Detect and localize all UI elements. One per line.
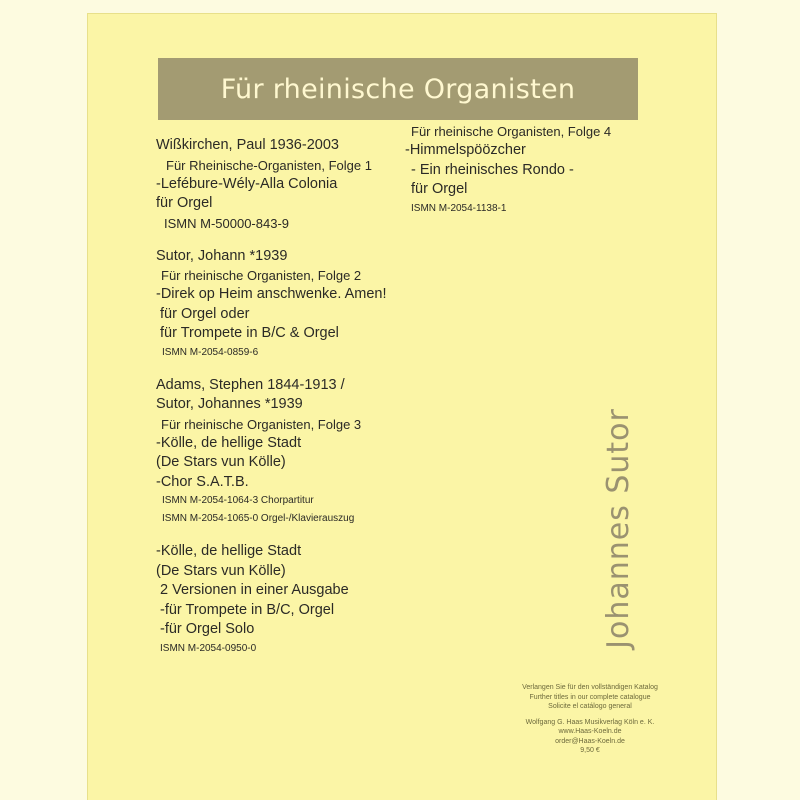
- left-column-line: Für rheinische Organisten, Folge 2: [161, 268, 362, 283]
- composer-name: Johannes Sutor: [600, 407, 636, 649]
- left-column-line: ISMN M-2054-0859-6: [162, 346, 259, 358]
- left-column-line: Wißkirchen, Paul 1936-2003: [156, 137, 339, 153]
- left-column-line: Sutor, Johannes *1939: [156, 396, 303, 412]
- left-column-line: für Trompete in B/C & Orgel: [160, 325, 339, 341]
- right-column-line: -Himmelspöözcher: [405, 142, 526, 158]
- composer-name-vertical: [588, 378, 648, 678]
- left-column-line: Für Rheinische-Organisten, Folge 1: [166, 157, 372, 173]
- left-column-line: Sutor, Johann *1939: [156, 247, 288, 264]
- left-column-line: Für rheinische Organisten, Folge 3: [161, 416, 362, 432]
- left-column-line: 2 Versionen in einer Ausgabe: [160, 582, 349, 598]
- left-column-line: für Orgel oder: [160, 305, 250, 322]
- left-column-line: Adams, Stephen 1844-1913 /: [156, 376, 345, 393]
- left-column-line: ISMN M-2054-1064-3 Chorpartitur: [162, 495, 314, 506]
- left-column-line: für Orgel: [156, 195, 213, 211]
- right-column-line: - Ein rheinisches Rondo -: [411, 161, 574, 178]
- catalogue-note-2: Further titles in our complete catalogue: [529, 693, 651, 701]
- left-column-line: (De Stars vun Kölle): [156, 562, 286, 579]
- left-column-line: (De Stars vun Kölle): [156, 454, 286, 470]
- left-column-line: -Lefébure-Wély-Alla Colonia: [156, 175, 338, 192]
- left-column-line: ISMN M-50000-843-9: [164, 215, 289, 231]
- left-title-list: [156, 136, 387, 658]
- left-column-line: -Direk op Heim anschwenke. Amen!: [156, 286, 387, 302]
- left-column-line: -Chor S.A.T.B.: [156, 473, 249, 490]
- left-column-line: -für Trompete in B/C, Orgel: [160, 601, 335, 618]
- left-column-line: -Kölle, de hellige Stadt: [156, 434, 302, 451]
- left-column-line: ISMN M-2054-0950-0: [160, 642, 257, 654]
- right-column-line: Für rheinische Organisten, Folge 4: [411, 124, 612, 139]
- series-title: Für rheinische Organisten: [220, 73, 576, 105]
- right-title-list: [405, 122, 611, 218]
- price: 9,50 €: [580, 747, 600, 754]
- left-column-line: ISMN M-2054-1065-0 Orgel-/Klavierauszug: [162, 513, 355, 524]
- right-column-line: ISMN M-2054-1138-1: [411, 202, 507, 214]
- publisher-website: www.Haas-Koeln.de: [558, 728, 622, 735]
- left-column-line: [156, 362, 387, 376]
- left-column-line: -Kölle, de hellige Stadt: [156, 543, 302, 559]
- publisher-footer: [480, 683, 700, 756]
- left-column-line: -für Orgel Solo: [160, 621, 255, 637]
- right-column-line: für Orgel: [411, 181, 468, 197]
- series-title-banner: [158, 58, 638, 120]
- catalogue-note-1: Verlangen Sie für den vollständigen Katalog: [522, 684, 658, 691]
- left-column-line: [156, 233, 387, 247]
- catalogue-note-3: Solicite el catálogo general: [548, 703, 632, 710]
- publisher-name: Wolfgang G. Haas Musikverlag Köln e. K.: [525, 718, 655, 726]
- left-column-line: [156, 528, 387, 542]
- publisher-email: order@Haas-Koeln.de: [555, 737, 625, 745]
